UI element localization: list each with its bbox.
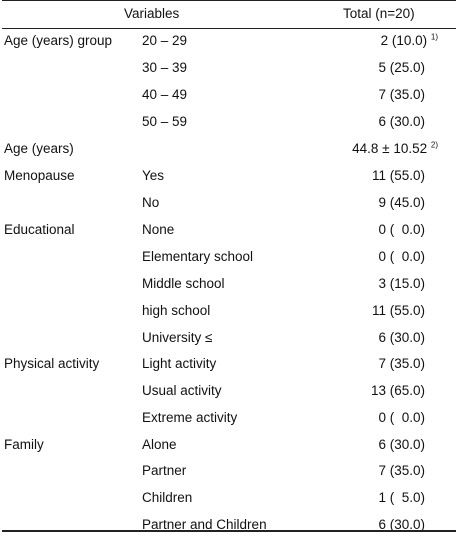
row-value: 1 ( 5.0) <box>378 490 425 505</box>
row-value-cell <box>378 60 425 76</box>
row-value: 0 ( 0.0) <box>378 222 425 237</box>
row-category: Extreme activity <box>142 410 238 425</box>
row-value-cell <box>378 356 425 372</box>
row-value: 0 ( 0.0) <box>378 410 425 425</box>
row-value: 9 (45.0) <box>378 195 425 210</box>
row-value-cell <box>378 276 425 292</box>
row-category: Partner and Children <box>142 517 267 532</box>
row-value: 7 (35.0) <box>378 356 425 371</box>
header-total: Total (n=20) <box>343 6 415 21</box>
row-value-cell <box>378 87 425 103</box>
row-value-cell <box>378 463 425 479</box>
row-value: 5 (25.0) <box>378 60 425 75</box>
row-value-cell <box>372 168 425 184</box>
row-variable: Physical activity <box>4 356 100 371</box>
row-value-cell <box>378 437 425 453</box>
row-category: 30 – 39 <box>142 60 188 75</box>
row-value: 3 (15.0) <box>378 276 425 291</box>
table-bottom-rule <box>2 530 456 532</box>
row-variable: Educational <box>4 222 75 237</box>
row-value: 44.8 ± 10.52 <box>352 141 428 156</box>
row-value-cell <box>378 249 425 265</box>
row-value: 11 (55.0) <box>371 168 425 183</box>
row-value-cell <box>378 490 425 506</box>
row-category: Middle school <box>142 276 225 291</box>
row-category: Alone <box>142 437 177 452</box>
row-variable: Age (years) group <box>4 33 113 48</box>
table-top-rule <box>2 0 456 1</box>
row-value-cell <box>372 303 425 319</box>
row-value: 6 (30.0) <box>378 517 425 532</box>
row-category: Usual activity <box>142 383 222 398</box>
row-variable: Age (years) <box>4 141 74 156</box>
row-value-cell <box>378 114 425 130</box>
footnote-marker: 1) <box>430 32 438 42</box>
row-value-cell <box>378 330 425 346</box>
row-value: 11 (55.0) <box>371 303 425 318</box>
row-category: 20 – 29 <box>142 33 188 48</box>
row-variable: Menopause <box>4 168 75 183</box>
row-category: Light activity <box>142 356 217 371</box>
row-value: 2 (10.0) <box>380 33 428 48</box>
footnote-marker: 2) <box>430 140 438 150</box>
row-value-cell <box>381 33 438 49</box>
row-category: 40 – 49 <box>142 87 188 102</box>
row-category: None <box>142 222 175 237</box>
row-category: No <box>142 195 160 210</box>
row-value: 7 (35.0) <box>378 87 425 102</box>
row-category: Children <box>142 490 193 505</box>
row-category: Partner <box>142 463 187 478</box>
row-variable: Family <box>4 437 44 452</box>
header-variables: Variables <box>124 6 180 21</box>
row-value-cell <box>352 141 438 157</box>
row-value: 6 (30.0) <box>378 330 425 345</box>
row-category: Elementary school <box>142 249 254 264</box>
row-value: 0 ( 0.0) <box>378 249 425 264</box>
row-value: 13 (65.0) <box>370 383 425 398</box>
row-category: high school <box>142 303 211 318</box>
row-value-cell <box>378 195 425 211</box>
row-value: 6 (30.0) <box>378 437 425 452</box>
row-value: 6 (30.0) <box>378 114 425 129</box>
row-category: Yes <box>142 168 165 183</box>
row-category: University ≤ <box>142 330 213 345</box>
row-category: 50 – 59 <box>142 114 188 129</box>
row-value: 7 (35.0) <box>378 463 425 478</box>
row-value-cell <box>371 383 425 399</box>
header-rule <box>2 28 456 29</box>
row-value-cell <box>378 410 425 426</box>
row-value-cell <box>378 222 425 238</box>
